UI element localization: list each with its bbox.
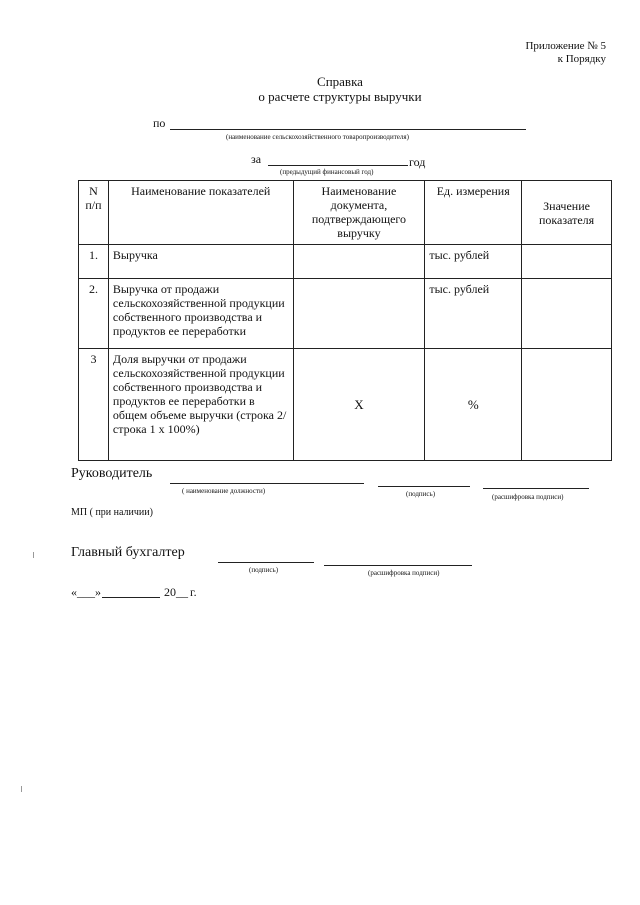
row-1-value[interactable] <box>522 245 612 279</box>
accountant-sign-field[interactable] <box>218 562 314 563</box>
stamp-note: МП ( при наличии) <box>71 507 153 518</box>
table-row <box>79 245 612 279</box>
row-3-name: Доля выручки от продажи сельскохозяйственной продукции собственного производства и продуктов ее переработки в общем объеме выручки (строка 2/строка 1 х 100%) <box>108 349 293 461</box>
row-1-name: Выручка <box>108 245 293 279</box>
table-row <box>79 349 612 461</box>
header-num: N п/п <box>79 181 109 245</box>
row-3-num: 3 <box>79 349 109 461</box>
scan-mark <box>33 552 34 558</box>
period-hint: (предыдущий финансовый год) <box>280 168 374 176</box>
table-header-row <box>79 181 612 245</box>
document-title <box>0 74 640 104</box>
title-line-2: о расчете структуры выручки <box>258 89 422 104</box>
org-prefix: по <box>153 116 166 130</box>
head-sign-hint: (подпись) <box>406 490 436 498</box>
date-month-field[interactable] <box>102 597 160 598</box>
org-hint: (наименование сельскохозяйственного товаропроизводителя) <box>226 133 409 141</box>
head-decode-field[interactable] <box>483 488 589 489</box>
appendix-line-1: Приложение № 5 <box>525 40 606 52</box>
row-3-value[interactable] <box>522 349 612 461</box>
appendix-note <box>525 40 606 66</box>
row-1-unit: тыс. рублей <box>425 245 522 279</box>
appendix-line-2: к Порядку <box>557 53 606 65</box>
head-position-field[interactable] <box>170 483 364 484</box>
revenue-structure-table <box>78 180 612 461</box>
row-2-doc[interactable] <box>293 279 425 349</box>
header-doc: Наименование документа, подтверждающего выручку <box>293 181 425 245</box>
accountant-decode-field[interactable] <box>324 565 472 566</box>
period-year-field[interactable] <box>268 165 408 166</box>
row-2-unit: тыс. рублей <box>425 279 522 349</box>
scan-mark <box>21 786 22 792</box>
table-row <box>79 279 612 349</box>
head-decode-hint: (расшифровка подписи) <box>492 493 564 501</box>
row-2-num: 2. <box>79 279 109 349</box>
period-suffix: год <box>409 155 426 169</box>
header-value: Значение показателя <box>522 181 612 245</box>
head-position-hint: ( наименование должности) <box>182 487 266 495</box>
date-suffix: г. <box>190 585 197 599</box>
accountant-sign-hint: (подпись) <box>249 566 279 574</box>
head-sign-field[interactable] <box>378 486 470 487</box>
header-unit: Ед. измерения <box>425 181 522 245</box>
org-name-field[interactable] <box>170 129 526 130</box>
row-2-name: Выручка от продажи сельскохозяйственной продукции собственного производства и продуктов ее переработки <box>108 279 293 349</box>
row-2-value[interactable] <box>522 279 612 349</box>
date-year: 20__ <box>164 585 188 599</box>
row-1-doc[interactable] <box>293 245 425 279</box>
row-1-num: 1. <box>79 245 109 279</box>
date-day: «___» <box>71 585 101 599</box>
accountant-label: Главный бухгалтер <box>71 545 185 560</box>
title-line-1: Справка <box>317 74 363 89</box>
accountant-decode-hint: (расшифровка подписи) <box>368 569 440 577</box>
header-name: Наименование показателей <box>108 181 293 245</box>
head-label: Руководитель <box>71 466 153 481</box>
row-3-doc: Х <box>293 349 425 461</box>
row-3-unit: % <box>425 349 522 461</box>
period-prefix: за <box>251 152 262 166</box>
